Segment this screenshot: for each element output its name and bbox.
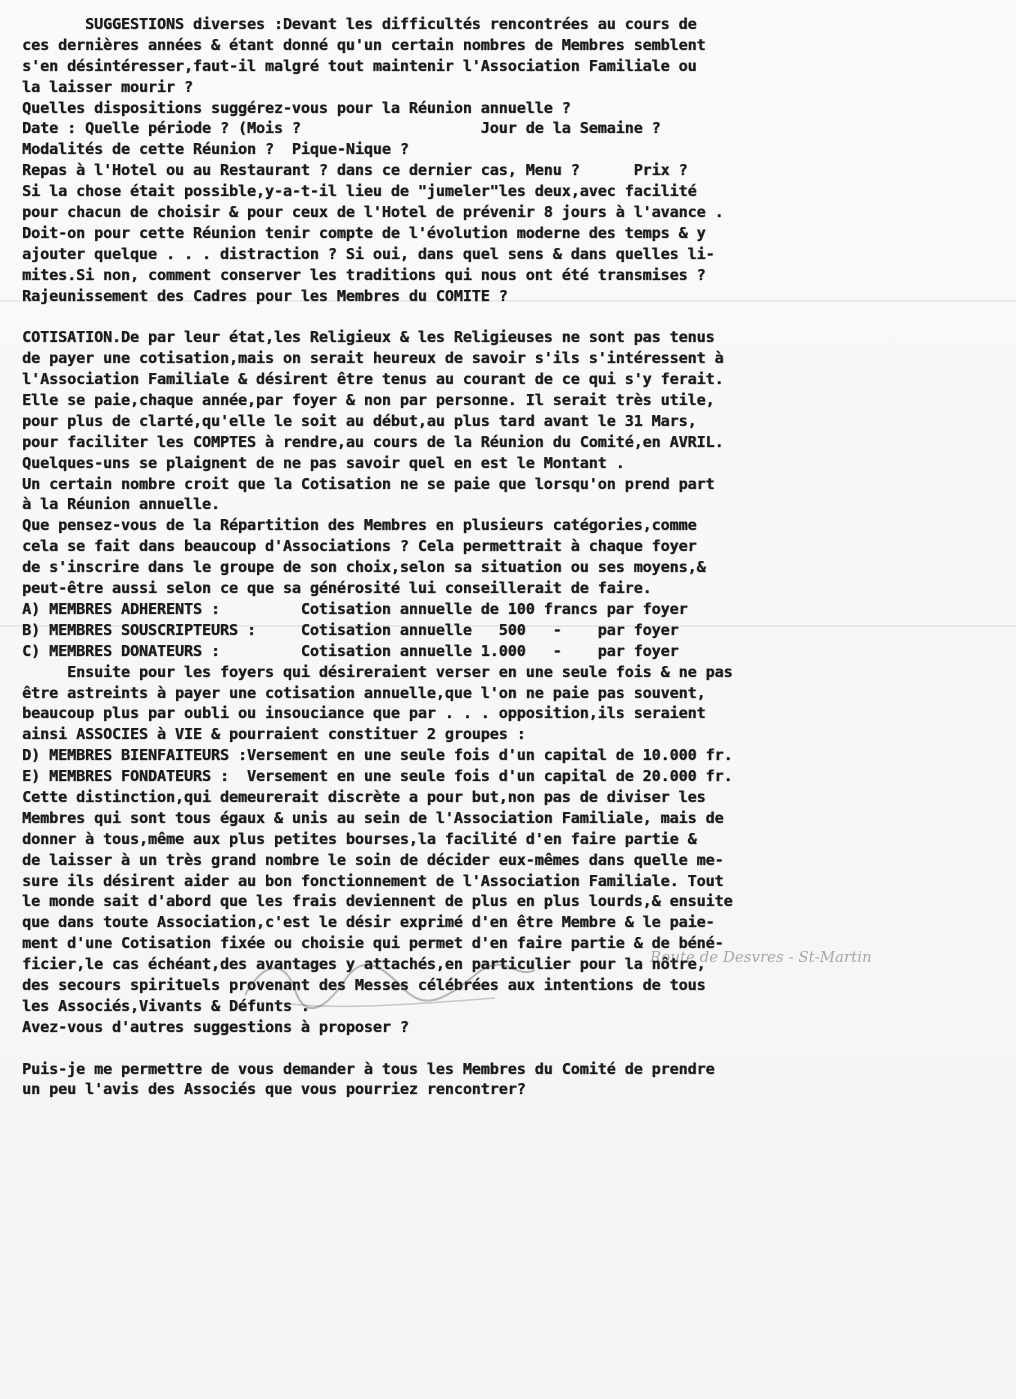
typed-line: de payer une cotisation,mais on serait heureux de savoir s'ils s'intéressent à	[22, 349, 724, 368]
typed-line: Membres qui sont tous égaux & unis au sein de l'Association Familiale, mais de	[22, 808, 724, 827]
typed-line: cela se fait dans beaucoup d'Associations ? Cela permettrait à chaque foyer	[22, 537, 697, 556]
typed-line: ajouter quelque . . . distraction ? Si oui, dans quel sens & dans quelles li-	[22, 244, 715, 263]
typed-line: Doit-on pour cette Réunion tenir compte de l'évolution moderne des temps & y	[22, 223, 706, 242]
typed-line: s'en désintéresser,faut-il malgré tout maintenir l'Association Familiale ou	[22, 56, 697, 75]
typed-line: à la Réunion annuelle.	[22, 495, 220, 514]
typed-line: COTISATION.De par leur état,les Religieux & les Religieuses ne sont pas tenus	[22, 328, 715, 347]
typed-line: Repas à l'Hotel ou au Restaurant ? dans ce dernier cas, Menu ? Prix ?	[22, 161, 688, 180]
typed-line: Cette distinction,qui demeurerait discrète a pour but,non pas de diviser les	[22, 787, 706, 806]
typed-line: B) MEMBRES SOUSCRIPTEURS : Cotisation annuelle 500 - par foyer	[22, 620, 679, 639]
typed-line: Rajeunissement des Cadres pour les Membres du COMITE ?	[22, 286, 508, 305]
typed-line: ces dernières années & étant donné qu'un certain nombres de Membres semblent	[22, 35, 706, 54]
typed-line: C) MEMBRES DONATEURS : Cotisation annuelle 1.000 - par foyer	[22, 641, 679, 660]
typed-line: pour plus de clarté,qu'elle le soit au début,au plus tard avant le 31 Mars,	[22, 411, 697, 430]
typed-line: pour chacun de choisir & pour ceux de l'Hotel de prévenir 8 jours à l'avance .	[22, 203, 724, 222]
typed-line: Modalités de cette Réunion ? Pique-Nique ?	[22, 140, 409, 159]
typed-line: peut-être aussi selon ce que sa générosité lui conseillerait de faire.	[22, 579, 652, 598]
typed-line: les Associés,Vivants & Défunts .	[22, 996, 310, 1015]
typed-line: D) MEMBRES BIENFAITEURS :Versement en une seule fois d'un capital de 10.000 fr.	[22, 746, 733, 765]
typed-line: de laisser à un très grand nombre le soin de décider eux-mêmes dans quelle me-	[22, 850, 724, 869]
typed-line: un peu l'avis des Associés que vous pourriez rencontrer?	[22, 1080, 526, 1099]
typed-line: ainsi ASSOCIES à VIE & pourraient constituer 2 groupes :	[22, 725, 526, 744]
typed-line: ment d'une Cotisation fixée ou choisie qui permet d'en faire partie & de béné-	[22, 934, 724, 953]
typed-line: beaucoup plus par oubli ou insouciance que par . . . opposition,ils seraient	[22, 704, 706, 723]
typed-line: Que pensez-vous de la Répartition des Membres en plusieurs catégories,comme	[22, 516, 697, 535]
typed-line: pour faciliter les COMPTES à rendre,au cours de la Réunion du Comité,en AVRIL.	[22, 432, 724, 451]
typed-line: SUGGESTIONS diverses :Devant les difficultés rencontrées au cours de	[22, 15, 697, 33]
typed-line: l'Association Familiale & désirent être tenus au courant de ce qui s'y ferait.	[22, 370, 724, 389]
typed-line: Ensuite pour les foyers qui désireraient verser en une seule fois & ne pas	[22, 662, 733, 681]
typed-line: E) MEMBRES FONDATEURS : Versement en une seule fois d'un capital de 20.000 fr.	[22, 767, 733, 786]
stamp-line: Route de Desvres - St-Martin	[650, 948, 872, 966]
typed-line: ficier,le cas échéant,des avantages y attachés,en particulier pour la nôtre,	[22, 955, 706, 974]
typed-line: A) MEMBRES ADHERENTS : Cotisation annuelle de 100 francs par foyer	[22, 599, 688, 618]
typed-line: le monde sait d'abord que les frais deviennent de plus en plus lourds,& ensuite	[22, 892, 733, 911]
typed-line: Elle se paie,chaque année,par foyer & non par personne. Il serait très utile,	[22, 391, 715, 410]
typed-line: Avez-vous d'autres suggestions à proposer ?	[22, 1017, 409, 1036]
typed-line	[22, 306, 982, 327]
typed-line	[22, 1038, 982, 1059]
typed-letter-body	[22, 14, 982, 1100]
typed-line: donner à tous,même aux plus petites bourses,la facilité d'en faire partie &	[22, 829, 697, 848]
typed-line: sure ils désirent aider au bon fonctionnement de l'Association Familiale. Tout	[22, 871, 724, 890]
handwritten-signature	[235, 940, 555, 1020]
typed-line: Quelques-uns se plaignent de ne pas savoir quel en est le Montant .	[22, 453, 625, 472]
typed-line: Quelles dispositions suggérez-vous pour la Réunion annuelle ?	[22, 98, 571, 117]
typed-line: des secours spirituels provenant des Messes célébrées aux intentions de tous	[22, 975, 706, 994]
typed-line: Si la chose était possible,y-a-t-il lieu de "jumeler"les deux,avec facilité	[22, 182, 697, 201]
typed-line: mites.Si non, comment conserver les traditions qui nous ont été transmises ?	[22, 265, 706, 284]
typed-line: la laisser mourir ?	[22, 77, 193, 96]
typed-line: Un certain nombre croit que la Cotisation ne se paie que lorsqu'on prend part	[22, 474, 715, 493]
typed-line: être astreints à payer une cotisation annuelle,que l'on ne paie pas souvent,	[22, 683, 706, 702]
typed-line: de s'inscrire dans le groupe de son choix,selon sa situation ou ses moyens,&	[22, 558, 706, 577]
typed-line: Puis-je me permettre de vous demander à tous les Membres du Comité de prendre	[22, 1059, 715, 1078]
address-stamp	[650, 945, 950, 969]
typed-line: Date : Quelle période ? (Mois ? Jour de la Semaine ?	[22, 119, 661, 138]
typed-line: que dans toute Association,c'est le désir exprimé d'en être Membre & le paie-	[22, 913, 715, 932]
